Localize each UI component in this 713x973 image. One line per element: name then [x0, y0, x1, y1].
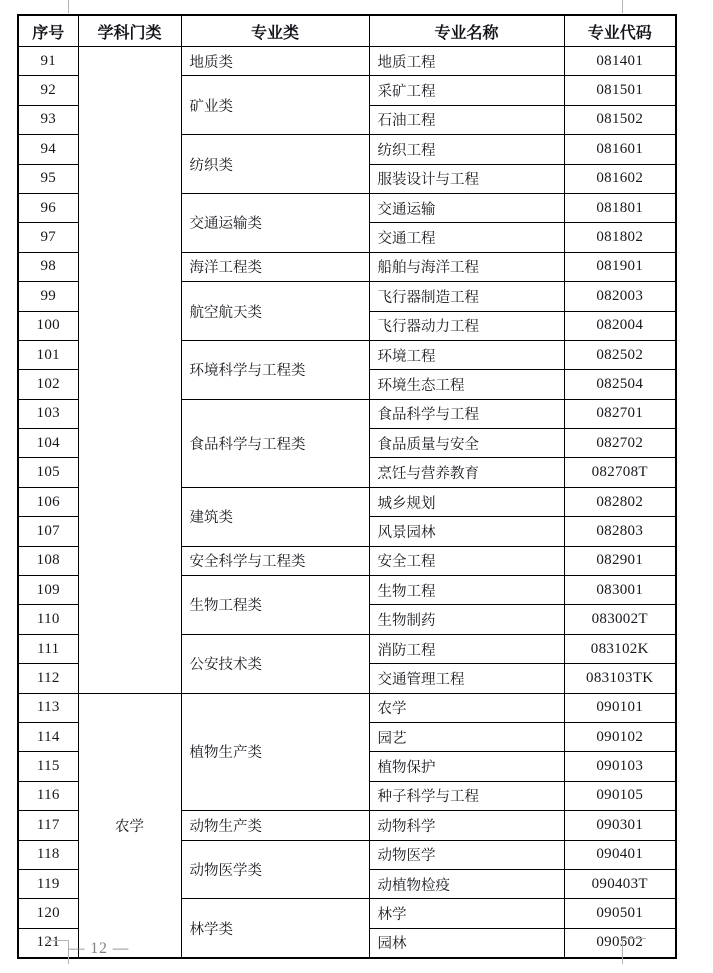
major-code-cell: 082708T: [564, 458, 676, 487]
major-code-cell: 081602: [564, 164, 676, 193]
serial-cell: 102: [18, 370, 78, 399]
major-name-cell: 种子科学与工程: [369, 781, 564, 810]
major-name-cell: 食品质量与安全: [369, 429, 564, 458]
major-name-cell: 纺织工程: [369, 135, 564, 164]
serial-cell: 101: [18, 340, 78, 369]
major-name-cell: 交通工程: [369, 223, 564, 252]
major-code-cell: 082803: [564, 517, 676, 546]
class-cell: 建筑类: [181, 487, 369, 546]
serial-cell: 115: [18, 752, 78, 781]
major-name-cell: 飞行器制造工程: [369, 282, 564, 311]
page-number: — 12 —: [69, 940, 130, 957]
major-code-cell: 090105: [564, 781, 676, 810]
serial-cell: 95: [18, 164, 78, 193]
major-name-cell: 烹饪与营养教育: [369, 458, 564, 487]
column-header: 专业名称: [369, 15, 564, 47]
class-cell: 动物生产类: [181, 811, 369, 840]
major-name-cell: 城乡规划: [369, 487, 564, 516]
major-code-cell: 082701: [564, 399, 676, 428]
class-cell: 生物工程类: [181, 576, 369, 635]
serial-cell: 97: [18, 223, 78, 252]
crop-mark-top-left: [68, 0, 69, 13]
major-name-cell: 船舶与海洋工程: [369, 252, 564, 281]
major-code-cell: 090301: [564, 811, 676, 840]
discipline-cell: [78, 47, 181, 694]
serial-cell: 114: [18, 722, 78, 751]
serial-cell: 113: [18, 693, 78, 722]
serial-cell: 94: [18, 135, 78, 164]
major-code-cell: 090102: [564, 722, 676, 751]
serial-cell: 104: [18, 429, 78, 458]
crop-mark-top-right: [622, 0, 623, 13]
crop-mark-bottom-left: [47, 940, 69, 964]
column-header: 序号: [18, 15, 78, 47]
major-name-cell: 生物制药: [369, 605, 564, 634]
major-code-cell: 081501: [564, 76, 676, 105]
major-name-cell: 安全工程: [369, 546, 564, 575]
major-name-cell: 动物科学: [369, 811, 564, 840]
major-name-cell: 园林: [369, 928, 564, 958]
table-row: [18, 47, 676, 76]
major-name-cell: 石油工程: [369, 105, 564, 134]
table-header-row: [18, 15, 676, 47]
major-code-cell: 082003: [564, 282, 676, 311]
serial-cell: 119: [18, 869, 78, 898]
serial-cell: 121: [18, 928, 78, 958]
major-name-cell: 环境生态工程: [369, 370, 564, 399]
major-name-cell: 地质工程: [369, 47, 564, 76]
class-cell: 环境科学与工程类: [181, 340, 369, 399]
major-code-cell: 081401: [564, 47, 676, 76]
majors-table: [17, 14, 677, 959]
major-code-cell: 090403T: [564, 869, 676, 898]
class-cell: 航空航天类: [181, 282, 369, 341]
major-name-cell: 环境工程: [369, 340, 564, 369]
major-code-cell: 081801: [564, 193, 676, 222]
discipline-cell: 农学: [78, 693, 181, 958]
class-cell: 地质类: [181, 47, 369, 76]
serial-cell: 108: [18, 546, 78, 575]
serial-cell: 110: [18, 605, 78, 634]
major-code-cell: 081601: [564, 135, 676, 164]
class-cell: 交通运输类: [181, 193, 369, 252]
serial-cell: 117: [18, 811, 78, 840]
major-name-cell: 动植物检疫: [369, 869, 564, 898]
major-name-cell: 植物保护: [369, 752, 564, 781]
major-code-cell: 090103: [564, 752, 676, 781]
serial-cell: 106: [18, 487, 78, 516]
class-cell: 矿业类: [181, 76, 369, 135]
class-cell: 食品科学与工程类: [181, 399, 369, 487]
serial-cell: 118: [18, 840, 78, 869]
serial-cell: 91: [18, 47, 78, 76]
major-code-cell: 082502: [564, 340, 676, 369]
column-header: 学科门类: [78, 15, 181, 47]
major-code-cell: 083001: [564, 576, 676, 605]
major-name-cell: 生物工程: [369, 576, 564, 605]
crop-mark-bottom-right: [622, 938, 646, 964]
major-name-cell: 农学: [369, 693, 564, 722]
class-cell: 纺织类: [181, 135, 369, 194]
serial-cell: 99: [18, 282, 78, 311]
major-name-cell: 交通运输: [369, 193, 564, 222]
major-name-cell: 飞行器动力工程: [369, 311, 564, 340]
major-name-cell: 交通管理工程: [369, 664, 564, 693]
class-cell: 公安技术类: [181, 634, 369, 693]
class-cell: 林学类: [181, 899, 369, 958]
serial-cell: 98: [18, 252, 78, 281]
serial-cell: 120: [18, 899, 78, 928]
major-code-cell: 090101: [564, 693, 676, 722]
major-code-cell: 082901: [564, 546, 676, 575]
major-code-cell: 090501: [564, 899, 676, 928]
column-header: 专业代码: [564, 15, 676, 47]
major-code-cell: 082802: [564, 487, 676, 516]
column-header: 专业类: [181, 15, 369, 47]
major-code-cell: 083103TK: [564, 664, 676, 693]
major-code-cell: 081802: [564, 223, 676, 252]
table-body: [18, 47, 676, 959]
serial-cell: 109: [18, 576, 78, 605]
serial-cell: 96: [18, 193, 78, 222]
class-cell: 动物医学类: [181, 840, 369, 899]
class-cell: 安全科学与工程类: [181, 546, 369, 575]
major-code-cell: 083002T: [564, 605, 676, 634]
class-cell: 植物生产类: [181, 693, 369, 811]
serial-cell: 111: [18, 634, 78, 663]
major-code-cell: 083102K: [564, 634, 676, 663]
serial-cell: 116: [18, 781, 78, 810]
serial-cell: 93: [18, 105, 78, 134]
major-code-cell: 090502: [564, 928, 676, 958]
major-name-cell: 消防工程: [369, 634, 564, 663]
major-name-cell: 风景园林: [369, 517, 564, 546]
major-name-cell: 服装设计与工程: [369, 164, 564, 193]
major-name-cell: 园艺: [369, 722, 564, 751]
serial-cell: 105: [18, 458, 78, 487]
major-code-cell: 081901: [564, 252, 676, 281]
major-code-cell: 082702: [564, 429, 676, 458]
major-name-cell: 采矿工程: [369, 76, 564, 105]
major-name-cell: 动物医学: [369, 840, 564, 869]
serial-cell: 103: [18, 399, 78, 428]
major-name-cell: 林学: [369, 899, 564, 928]
major-name-cell: 食品科学与工程: [369, 399, 564, 428]
serial-cell: 92: [18, 76, 78, 105]
table-row: [18, 693, 676, 722]
major-code-cell: 081502: [564, 105, 676, 134]
major-code-cell: 082504: [564, 370, 676, 399]
class-cell: 海洋工程类: [181, 252, 369, 281]
major-code-cell: 082004: [564, 311, 676, 340]
serial-cell: 100: [18, 311, 78, 340]
serial-cell: 112: [18, 664, 78, 693]
major-code-cell: 090401: [564, 840, 676, 869]
serial-cell: 107: [18, 517, 78, 546]
